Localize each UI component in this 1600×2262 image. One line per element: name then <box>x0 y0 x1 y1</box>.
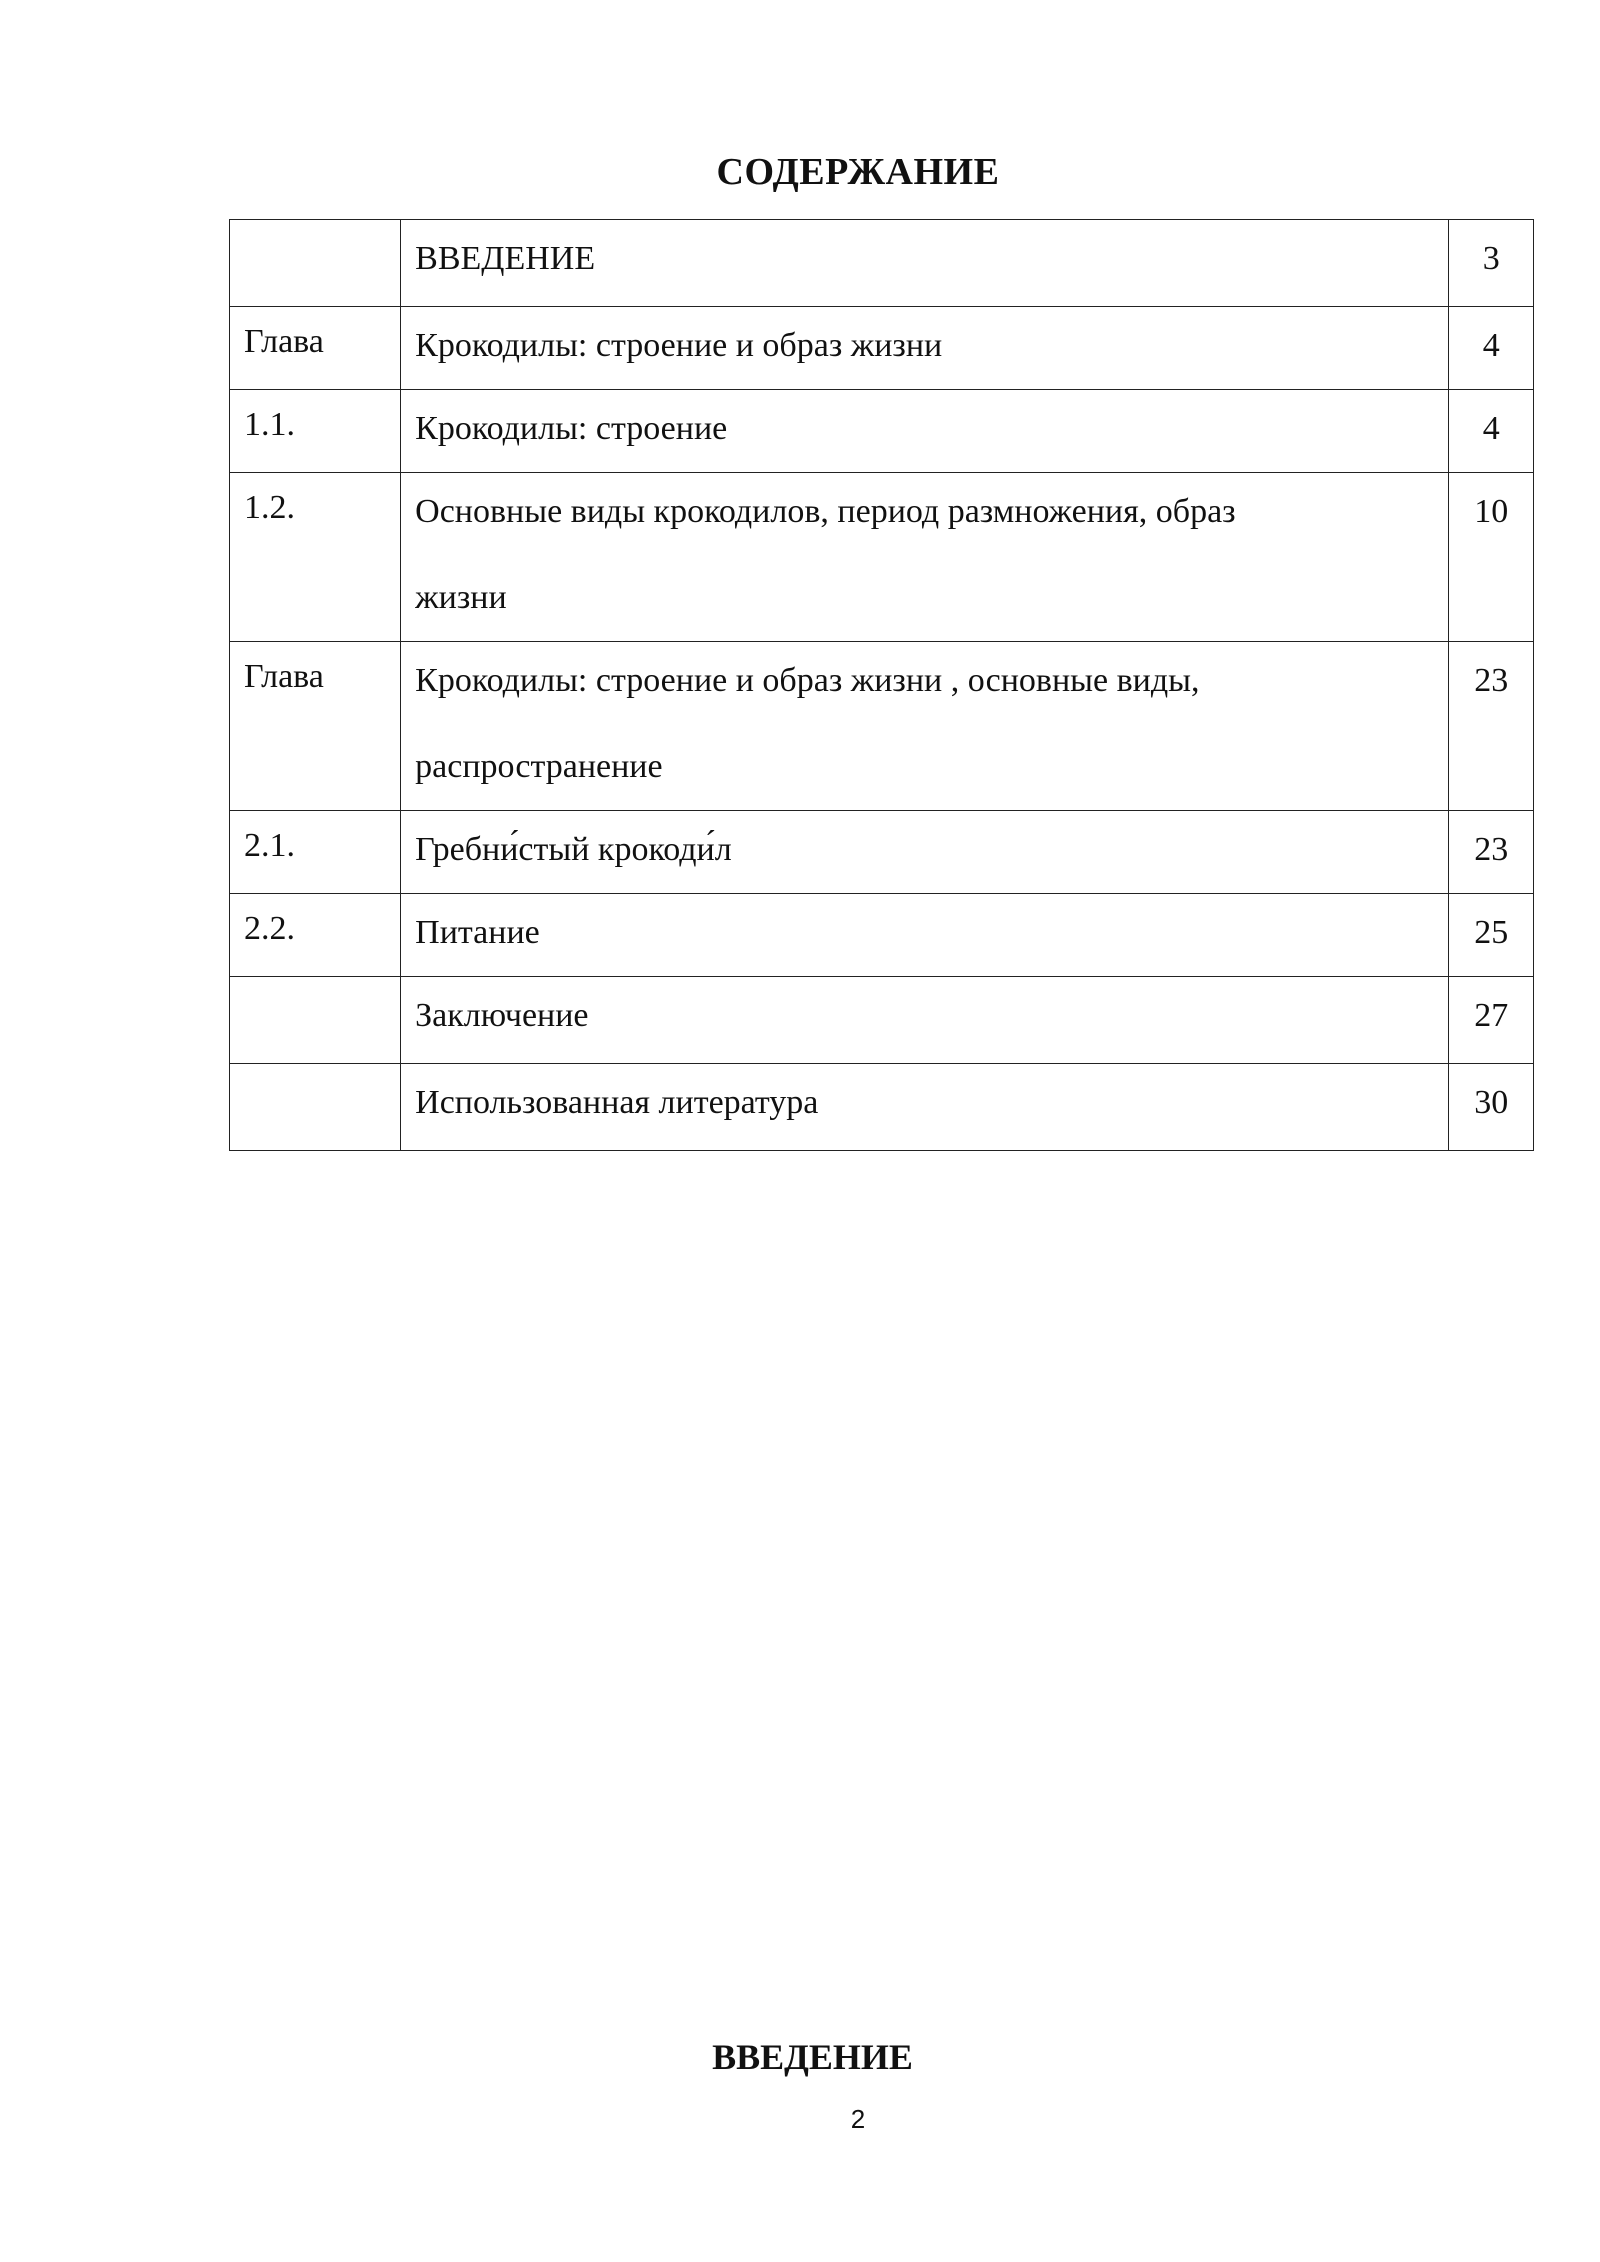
toc-row-page: 10 <box>1449 473 1534 642</box>
toc-row <box>230 1064 1534 1151</box>
toc-row-page: 4 <box>1449 390 1534 473</box>
toc-row-number <box>230 220 401 307</box>
toc-row-title: Основные виды крокодилов, период размножения, образ жизни <box>401 473 1449 642</box>
toc-row-title: Крокодилы: строение и образ жизни , основные виды, распространение <box>401 642 1449 811</box>
toc-row-number: 1.2. <box>230 473 401 642</box>
toc-title: СОДЕРЖАНИЕ <box>716 151 1000 193</box>
toc-row-title: Крокодилы: строение <box>401 390 1449 473</box>
toc-row-page: 25 <box>1449 894 1534 977</box>
toc-row-page: 23 <box>1449 811 1534 894</box>
toc-row <box>230 390 1534 473</box>
toc-row-number: 2.2. <box>230 894 401 977</box>
page-number: 2 <box>850 2104 866 2134</box>
toc-row-page: 30 <box>1449 1064 1534 1151</box>
toc-table <box>229 219 1534 1151</box>
toc-row-title: Питание <box>401 894 1449 977</box>
toc-row-number: 1.1. <box>230 390 401 473</box>
toc-row-title: Заключение <box>401 977 1449 1064</box>
toc-row <box>230 977 1534 1064</box>
toc-row-number: Глава <box>230 642 401 811</box>
toc-row-number: 2.1. <box>230 811 401 894</box>
toc-row-title: Использованная литература <box>401 1064 1449 1151</box>
toc-row <box>230 811 1534 894</box>
toc-row-page: 3 <box>1449 220 1534 307</box>
toc-row-page: 4 <box>1449 307 1534 390</box>
section-heading-introduction: ВВЕДЕНИЕ <box>712 2037 913 2077</box>
toc-row <box>230 473 1534 642</box>
toc-row <box>230 894 1534 977</box>
toc-row <box>230 642 1534 811</box>
toc-row-number: Глава <box>230 307 401 390</box>
toc-row-page: 27 <box>1449 977 1534 1064</box>
toc-row-number <box>230 977 401 1064</box>
toc-row-title: Гребни́стый крокоди́л <box>401 811 1449 894</box>
toc-row-title: Крокодилы: строение и образ жизни <box>401 307 1449 390</box>
toc-row-page: 23 <box>1449 642 1534 811</box>
toc-row-title: ВВЕДЕНИЕ <box>401 220 1449 307</box>
toc-row <box>230 220 1534 307</box>
toc-row-number <box>230 1064 401 1151</box>
toc-row <box>230 307 1534 390</box>
